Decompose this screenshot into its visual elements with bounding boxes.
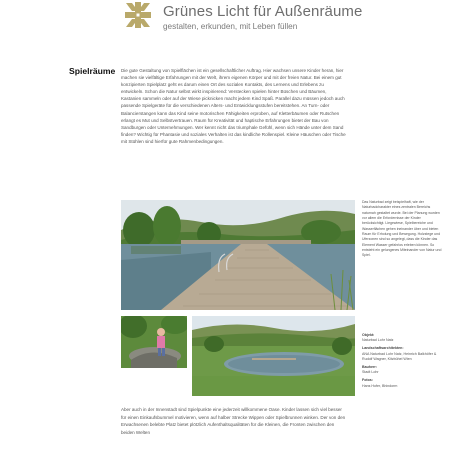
- brand-logo-icon: [122, 0, 154, 30]
- page-subtitle: gestalten, erkunden, mit Leben füllen: [163, 22, 298, 31]
- credit-label: Landschaftsarchitekten:: [362, 346, 404, 351]
- credit-value: Stadt Lohr: [362, 370, 379, 375]
- project-credits: [362, 333, 444, 392]
- page-title: Grünes Licht für Außenräume: [163, 3, 363, 20]
- credit-object: [362, 333, 444, 343]
- body-paragraph-2: Aber auch in der Innenstadt sind Spielpunkte eine jederzeit willkommene Oase. Kinder lassen sich viel besser für einen Einkaufsbummel motivieren, wenn auf halber Strecke Wippen oder Spielbrunnen winken. Der von den Erwachsenen belebte Platz bietet plötzlich Aufenthaltsqualitäten für die Kleinen, die Fronten zwischen den beiden Welten: [121, 407, 346, 435]
- section-heading: Spielräume: [69, 66, 116, 76]
- natural-pool-photo: [121, 200, 355, 310]
- credit-value: Naturbad Lohr Natz: [362, 338, 394, 343]
- pond-landscape-photo: [192, 316, 355, 396]
- credit-label: Fotos:: [362, 378, 373, 383]
- child-playing-photo: [121, 316, 187, 368]
- credit-value: ANA Naturbad Lohr Natz, Heinrich Balkhöfer & Rudolf Wagner, Kitzbühel Wien: [362, 351, 437, 361]
- credit-photos: [362, 378, 444, 388]
- credit-client: [362, 365, 444, 375]
- credit-value: Hans Hofer, Bhindorm: [362, 383, 398, 388]
- photo-caption: Das Naturbad zeigt beispielhaft, wie der Naturbadcharakter eines zentralen Bereichs naturnah gestaltet wurde. Bei der Planung wurden vor allem die Erfordernisse der Kinder berücksichtigt. Liegewiese, Spielbereiche und Wasserflächen gehen ineinander über und bieten Raum für Erholung und Bewegung. Holzstege und Uferzonen sind so angelegt, dass die Kinder das Element Wasser gefahrlos erleben können. So entsteht ein gelungenes Miteinander von Natur und Spiel.: [362, 200, 442, 258]
- body-paragraph-1: Die gute Gestaltung von Spielflächen ist ein gesellschaftlicher Auftrag. Hier wachsen unsere Kinder heran, hier machen sie vielfältige Erfahrungen mit der Welt, ihrem eigenen Körper und mit der freien Natur. Bei einem gut konzipierten Spielplatz geht es darum einen Ort des sozialen Kontakts, des Lernens und Erlebens zu entwickeln. Schon die Natur selbst wirkt inspirierend: Verstecken spielen hinter Büschen und Bäumen, Kastanien sammeln oder auf der Wiese picknicken macht jedem Kind Spaß. Parallel dazu müssen jedoch auch passende Spielgeräte für die verschiedenen Alters- und Entwicklungsstufen bereitstehen. An Turn- oder Balancierstangen kann das Kind seine motorischen Fähigkeiten erproben, auf Kletterbäumen oder Rutschen erlangt es Mut und Selbstvertrauen. Raum für Kreativität und haptische Erfahrungen bietet der Bau von Sandburgen oder Unternehmungen. Wer kennt nicht das triumphale Gefühl, wenn sich Hände unter dem Sand finden? Wichtig für Phantasie und soziales Verhalten ist das kindliche Rollenspiel. Kleine Häuschen oder Tische mit Stühlen sind hierfür gute Rahmenbedingungen.: [121, 68, 346, 144]
- credit-architects: [362, 346, 444, 362]
- credit-label: Objekt:: [362, 333, 375, 337]
- credit-label: Bauherr:: [362, 365, 377, 370]
